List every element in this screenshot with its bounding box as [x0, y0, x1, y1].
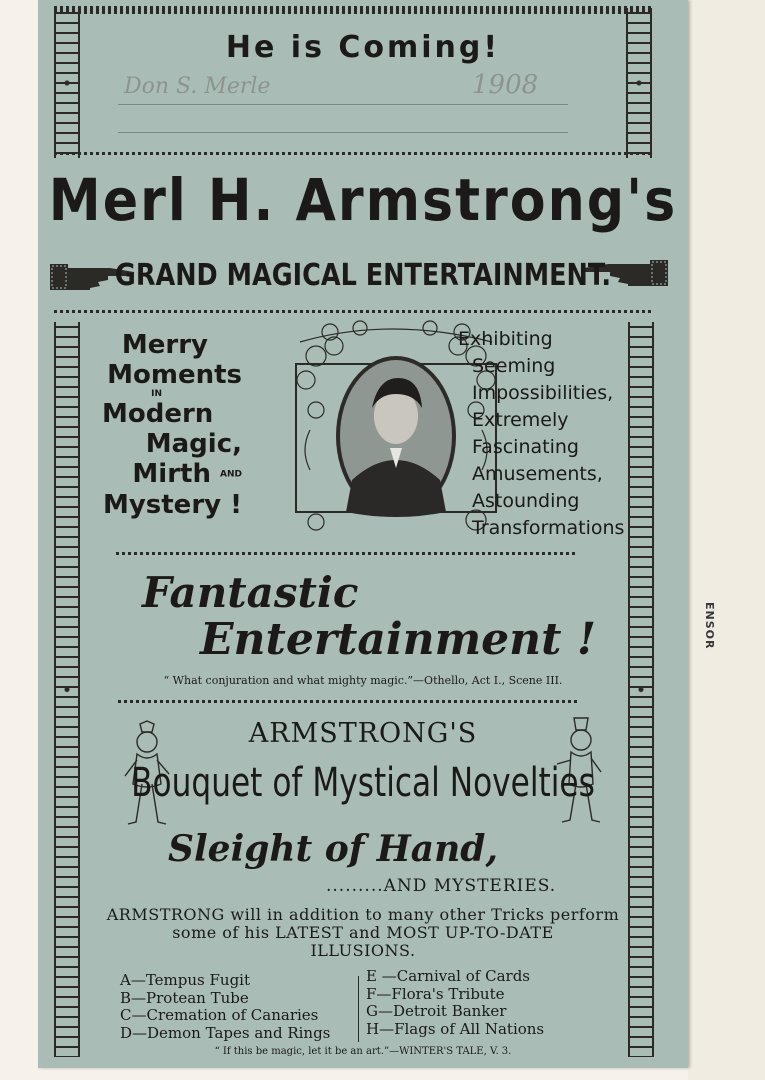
feature-item: Exhibiting: [458, 328, 553, 350]
top-ornament-rule: [54, 6, 652, 14]
feature-item: Fascinating: [472, 436, 579, 458]
trick-item: A—Tempus Fugit: [120, 971, 250, 989]
divider-fantastic: [116, 552, 578, 555]
list-divider: [358, 976, 359, 1042]
handbill: [38, 0, 688, 1068]
trick-item: F—Flora's Tribute: [366, 984, 505, 1003]
features-list: [458, 326, 647, 542]
feature-item: Transformations: [472, 517, 625, 539]
trick-item: D—Demon Tapes and Rings: [120, 1023, 331, 1042]
trick-item: H—Flags of All Nations: [366, 1019, 545, 1038]
stamp-text: ENSOR: [703, 602, 716, 650]
feature-item: Extremely: [472, 409, 569, 431]
sleight-heading: Sleight of Hand,: [167, 828, 498, 870]
binding-strip: [688, 0, 765, 1080]
slogan-line: Modern: [102, 399, 214, 429]
handwritten-name: Don S. Merle: [124, 74, 271, 99]
entertainment-heading: Entertainment !: [200, 614, 597, 665]
divider-top: [54, 152, 652, 155]
portrait-frame: [290, 330, 502, 540]
show-subtitle: GRAND MAGICAL ENTERTAINMENT.: [114, 258, 612, 293]
feature-item: Impossibilities,: [472, 382, 614, 404]
slogan-line: Mystery !: [102, 489, 242, 520]
feature-item: Astounding: [472, 490, 580, 512]
slogan-line: Magic,: [145, 429, 242, 459]
bouquet-heading: Bouquet of Mystical Novelties: [131, 760, 595, 806]
armstrongs-heading: ARMSTRONG'S: [248, 718, 478, 749]
slogan-in: IN: [151, 389, 162, 399]
left-slogan: [102, 330, 242, 520]
slogan-line: Merry: [121, 330, 208, 360]
library-stamp: [688, 598, 718, 688]
handwritten-year: 1908: [472, 70, 539, 100]
trick-item: G—Detroit Banker: [366, 1002, 507, 1020]
description-line-2: some of his LATEST and MOST UP-TO-DATE: [172, 923, 554, 942]
blank-line-1: [118, 104, 568, 105]
description-line-3: ILLUSIONS.: [310, 941, 416, 960]
divider-program: [118, 700, 578, 703]
description-line-1: ARMSTRONG will in addition to many other Tricks perform: [106, 905, 620, 924]
fantastic-heading: Fantastic: [142, 568, 359, 617]
divider-middle: [54, 310, 652, 313]
slogan-line: Moments: [107, 360, 242, 390]
slogan-and: AND: [220, 469, 242, 480]
trick-item: E —Carnival of Cards: [366, 967, 530, 985]
mysteries-line: .........AND MYSTERIES.: [326, 876, 557, 896]
performer-name: Merl H. Armstrong's: [48, 166, 678, 234]
othello-quote: “ What conjuration and what mighty magic.”—Othello, Act I., Scene III.: [163, 674, 563, 687]
feature-item: Amusements,: [472, 463, 603, 485]
slogan-line: Mirth: [132, 459, 211, 489]
announcement: He is Coming!: [225, 30, 501, 65]
tricks-list-left: [120, 972, 330, 1042]
tricks-list-right: [366, 968, 544, 1038]
feature-item: Seeming: [472, 355, 556, 377]
blank-line-2: [118, 132, 568, 133]
trick-item: C—Cremation of Canaries: [120, 1006, 319, 1024]
trick-item: B—Protean Tube: [120, 988, 249, 1007]
winters-tale-quote: “ If this be magic, let it be an art.”—WINTER'S TALE, V. 3.: [214, 1046, 512, 1057]
